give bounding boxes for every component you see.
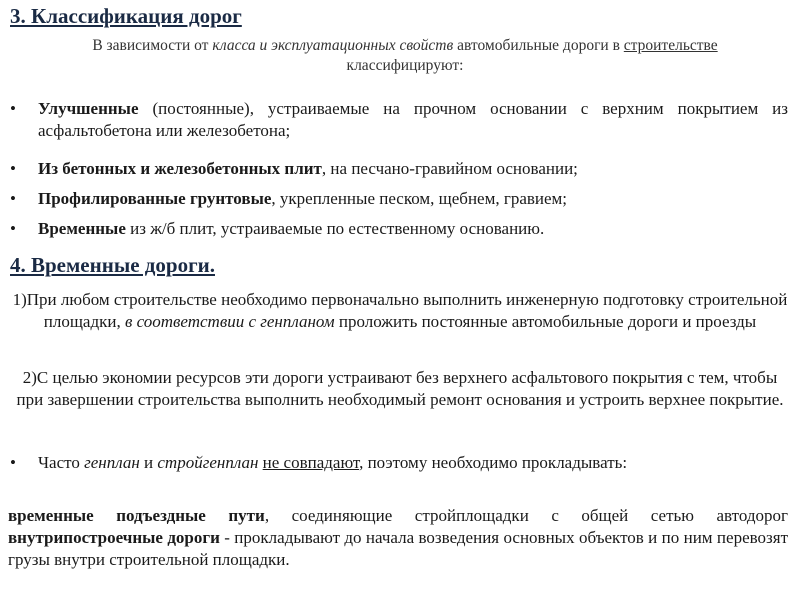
stroygenplan-term: стройгенплан bbox=[157, 453, 259, 472]
road-type-item bbox=[10, 158, 788, 180]
intro-text: В зависимости от bbox=[92, 37, 213, 54]
road-type-description: (постоянные), устраиваемые на прочном основании с верхним покрытием из асфальтобетона или железобетона; bbox=[38, 99, 788, 140]
intro-text: классифицируют: bbox=[346, 57, 464, 74]
bullet-icon: • bbox=[10, 189, 16, 208]
site-roads-term: внутрипостроечные дороги bbox=[8, 528, 220, 547]
bullet-icon: • bbox=[10, 219, 16, 238]
numbered-item-2: 2)С целью экономии ресурсов эти дороги устраивают без верхнего асфальтового покрытия с тем, чтобы при завершении строительства выполнить необходимый ремонт основания и устроить верхнее покрытие. bbox=[16, 368, 784, 409]
section-3-title: 3. Классификация дорог bbox=[10, 4, 242, 28]
bullet-icon: • bbox=[10, 453, 16, 472]
item-text: 1)При любом строительстве необходимо первоначально выполнить инженерную подготовку строительной площадки, bbox=[12, 290, 788, 331]
road-type-description: из ж/б плит, устраиваемые по естественному основанию. bbox=[125, 219, 545, 238]
road-type-name: Улучшенные bbox=[38, 99, 139, 118]
road-type-item bbox=[10, 218, 788, 240]
bullet-icon: • bbox=[10, 99, 16, 118]
not-match-phrase: не совпадают bbox=[262, 453, 360, 472]
access-roads-term: временные подъездные пути bbox=[8, 506, 265, 525]
intro-text: автомобильные дороги в bbox=[453, 37, 624, 54]
genplan-term: генплан bbox=[84, 453, 140, 472]
item-text: проложить постоянные автомобильные дороги и проезды bbox=[334, 312, 757, 331]
paragraph-text: - прокладывают до начала возведения основных объектов и по ним перевозят грузы внутри строительной площадки. bbox=[8, 528, 788, 569]
road-type-name: Профилированные грунтовые bbox=[38, 189, 272, 208]
road-type-item bbox=[10, 98, 788, 142]
road-type-name: Временные bbox=[38, 219, 126, 238]
intro-construction: строительстве bbox=[623, 37, 718, 54]
temporary-roads-paragraph bbox=[8, 505, 788, 571]
section-4-title: 4. Временные дороги. bbox=[10, 253, 215, 277]
numbered-item-1 bbox=[10, 289, 790, 333]
section-3-intro bbox=[80, 36, 730, 76]
bullet-icon: • bbox=[10, 159, 16, 178]
road-type-item bbox=[10, 188, 788, 210]
bullet-text: Часто bbox=[38, 453, 85, 472]
road-type-description: , на песчано-гравийном основании; bbox=[321, 159, 578, 178]
item-genplan-reference: в соответствии с генпланом bbox=[125, 312, 335, 331]
road-type-description: , укрепленные песком, щебнем, гравием; bbox=[271, 189, 568, 208]
bullet-text: , поэтому необходимо прокладывать: bbox=[359, 453, 628, 472]
bullet-text: и bbox=[139, 453, 158, 472]
intro-class-properties: класса и эксплуатационных свойств bbox=[212, 37, 454, 54]
road-type-name: Из бетонных и железобетонных плит bbox=[38, 159, 322, 178]
paragraph-text: , соединяющие стройплощадки с общей сетью автодорог bbox=[264, 506, 788, 525]
genplan-bullet bbox=[10, 452, 788, 474]
